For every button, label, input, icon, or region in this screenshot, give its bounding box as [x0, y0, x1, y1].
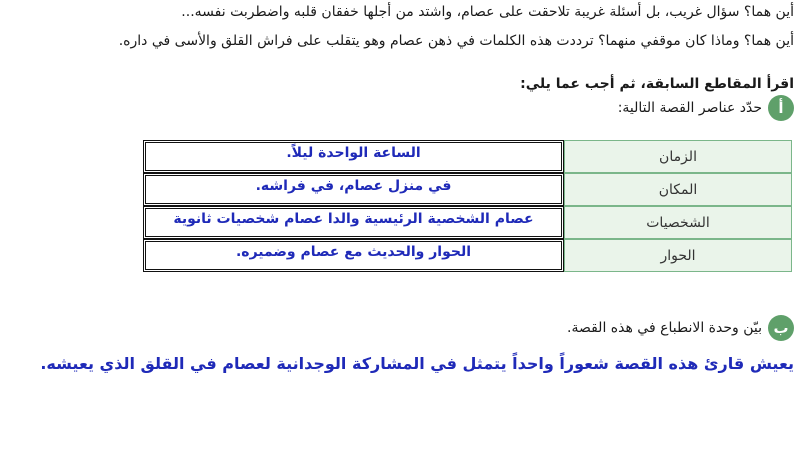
row-label-dialogue: الحوار: [564, 239, 792, 272]
question-a-badge: أ: [768, 95, 794, 121]
question-a: [618, 95, 794, 121]
row-answer-characters: عصام الشخصية الرئيسية والدا عصام شخصيات ثانوية: [143, 206, 564, 239]
answer-b-text: يعيش قارئ هذه القصة شعوراً واحداً يتمثل في المشاركة الوجدانية لعصام في القلق الذي يعيشه.: [40, 354, 794, 373]
row-label-time: الزمان: [564, 140, 792, 173]
row-label-place: المكان: [564, 173, 792, 206]
table-row: [143, 206, 792, 239]
table-row: [143, 239, 792, 272]
question-b: [567, 315, 794, 341]
question-a-text: حدّد عناصر القصة التالية:: [617, 100, 762, 116]
question-b-text: بيّن وحدة الانطباع في هذه القصة.: [567, 320, 762, 336]
intro-paragraph-line-1: أين هما؟ سؤال غريب، بل أسئلة غريبة تلاحقت على عصام، واشتد من أجلها خفقان قلبه واضطربت نفسه...: [181, 4, 794, 20]
exercise-instruction: اقرأ المقاطع السابقة، ثم أجب عما يلي:: [520, 76, 794, 92]
table-row: [143, 173, 792, 206]
row-answer-place: في منزل عصام، في فراشه.: [143, 173, 564, 206]
row-answer-dialogue: الحوار والحديث مع عصام وضميره.: [143, 239, 564, 272]
table-row: [143, 140, 792, 173]
story-elements-table: [143, 140, 792, 272]
intro-paragraph-line-2: أين هما؟ وماذا كان موقفي منهما؟ ترددت هذه الكلمات في ذهن عصام وهو يتقلب على فراش القلق والأسى في داره.: [118, 33, 794, 49]
row-label-characters: الشخصيات: [564, 206, 792, 239]
row-answer-time: الساعة الواحدة ليلاً.: [143, 140, 564, 173]
question-b-badge: ب: [768, 315, 794, 341]
